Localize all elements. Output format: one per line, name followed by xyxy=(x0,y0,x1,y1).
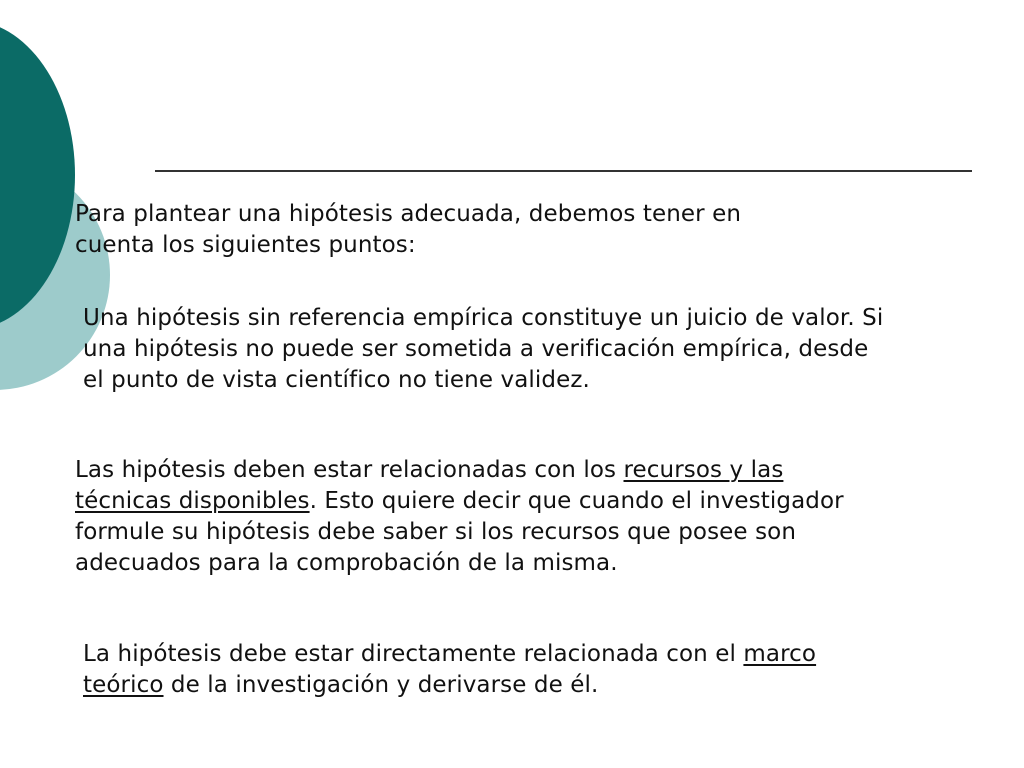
underlined-term-teorico: teórico xyxy=(83,672,164,698)
intro-paragraph xyxy=(75,199,741,261)
underlined-term-techniques: técnicas disponibles xyxy=(75,488,310,514)
paragraph-line: adecuados para la comprobación de la misma. xyxy=(75,550,618,576)
title-divider-line xyxy=(155,170,972,172)
paragraph-line: una hipótesis no puede ser sometida a verificación empírica, desde xyxy=(83,336,869,362)
paragraph-line: el punto de vista científico no tiene validez. xyxy=(83,367,590,393)
paragraph-line: formule su hipótesis debe saber si los recursos que posee son xyxy=(75,519,797,545)
paragraph-text: de la investigación y derivarse de él. xyxy=(163,672,599,698)
underlined-term-marco: marco xyxy=(743,641,817,667)
paragraph-line: Una hipótesis sin referencia empírica constituye un juicio de valor. Si xyxy=(83,305,884,331)
point-theoretical-framework xyxy=(83,639,816,701)
paragraph-text: . Esto quiere decir que cuando el investigador xyxy=(309,488,844,514)
paragraph-text: Las hipótesis deben estar relacionadas con los xyxy=(75,457,624,483)
paragraph-text: La hipótesis debe estar directamente relacionada con el xyxy=(83,641,744,667)
intro-line: Para plantear una hipótesis adecuada, debemos tener en xyxy=(75,201,742,227)
underlined-term-resources: recursos y las xyxy=(623,457,784,483)
intro-line: cuenta los siguientes puntos: xyxy=(75,232,416,258)
point-available-resources xyxy=(75,455,844,579)
point-empirical-reference xyxy=(83,303,883,396)
